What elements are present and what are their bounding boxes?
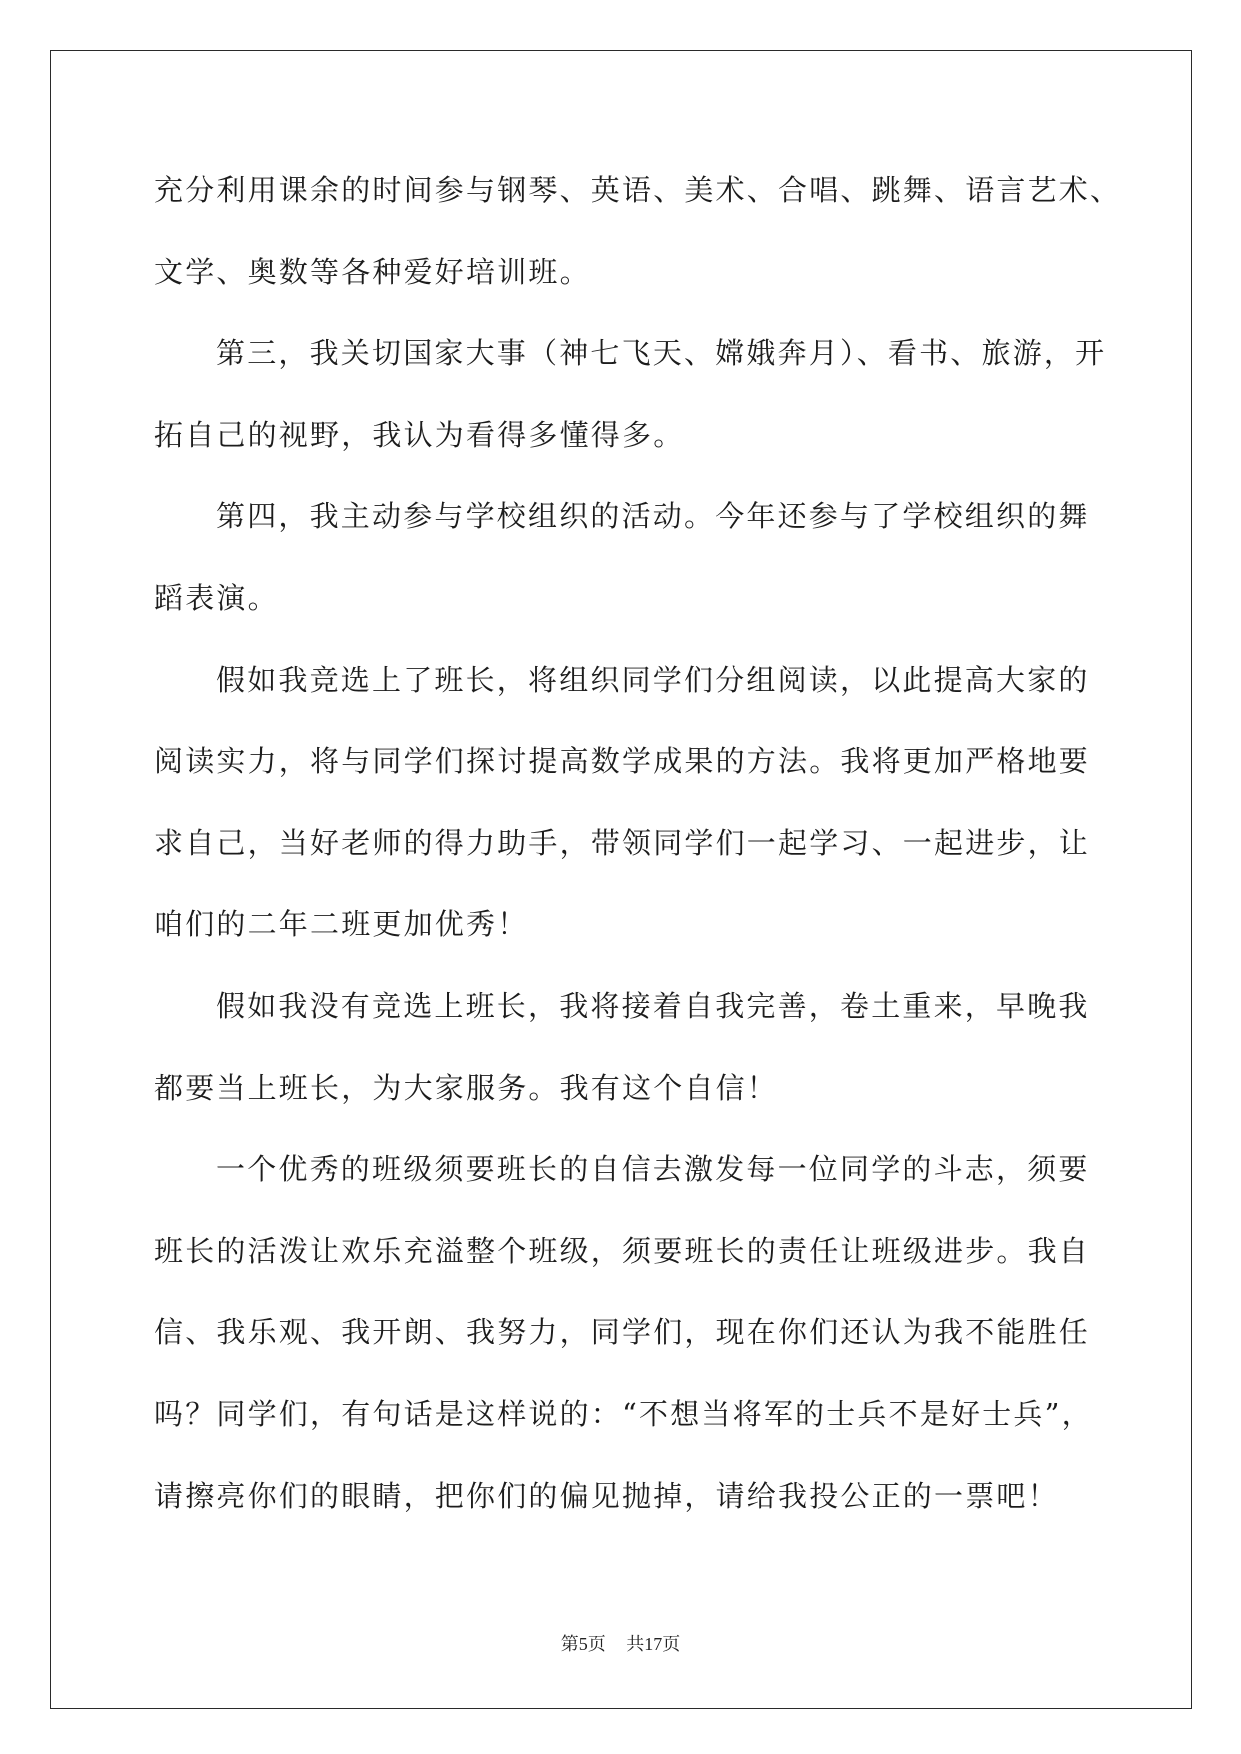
text-line: 咱们的二年二班更加优秀！: [154, 907, 529, 942]
paragraph: [154, 150, 1134, 313]
text-line: 阅读实力，将与同学们探讨提高数学成果的方法。我将更加严格地要: [154, 744, 1091, 779]
page-footer: [0, 1632, 1241, 1656]
text-line: 请擦亮你们的眼睛，把你们的偏见抛掉，请给我投公正的一票吧！: [154, 1478, 1059, 1513]
paragraph: [154, 966, 1134, 1129]
text-line: 文学、奥数等各种爱好培训班。: [154, 254, 591, 289]
paragraph: [154, 1129, 1134, 1537]
text-line: 蹈表演。: [154, 580, 279, 615]
text-line: 充分利用课余的时间参与钢琴、英语、美术、合唱、跳舞、语言艺术、: [154, 173, 1122, 207]
text-line: 拓自己的视野，我认为看得多懂得多。: [154, 417, 685, 452]
paragraph: [154, 476, 1134, 639]
text-line: 求自己，当好老师的得力助手，带领同学们一起学习、一起进步，让: [154, 825, 1091, 860]
text-line: 一个优秀的班级须要班长的自信去激发每一位同学的斗志，须要: [216, 1152, 1090, 1187]
text-line: 信、我乐观、我开朗、我努力，同学们，现在你们还认为我不能胜任: [154, 1315, 1091, 1350]
current-page-number: 第5页: [560, 1634, 606, 1654]
text-line: 假如我竞选上了班长，将组织同学们分组阅读，以此提高大家的: [216, 662, 1090, 697]
text-line: 吗？同学们，有句话是这样说的：“不想当将军的士兵不是好士兵”，: [154, 1396, 1093, 1431]
text-line: 假如我没有竞选上班长，我将接着自我完善，卷土重来，早晚我: [216, 988, 1090, 1023]
document-body: [154, 150, 1134, 1537]
text-line: 都要当上班长，为大家服务。我有这个自信！: [154, 1070, 779, 1105]
total-page-count: 共17页: [626, 1634, 681, 1654]
text-line: 第三，我关切国家大事（神七飞天、嫦娥奔月）、看书、旅游，开: [216, 336, 1107, 371]
paragraph: [154, 313, 1134, 476]
paragraph: [154, 640, 1134, 966]
text-line: 第四，我主动参与学校组织的活动。今年还参与了学校组织的舞: [216, 499, 1090, 534]
text-line: 班长的活泼让欢乐充溢整个班级，须要班长的责任让班级进步。我自: [154, 1233, 1091, 1268]
